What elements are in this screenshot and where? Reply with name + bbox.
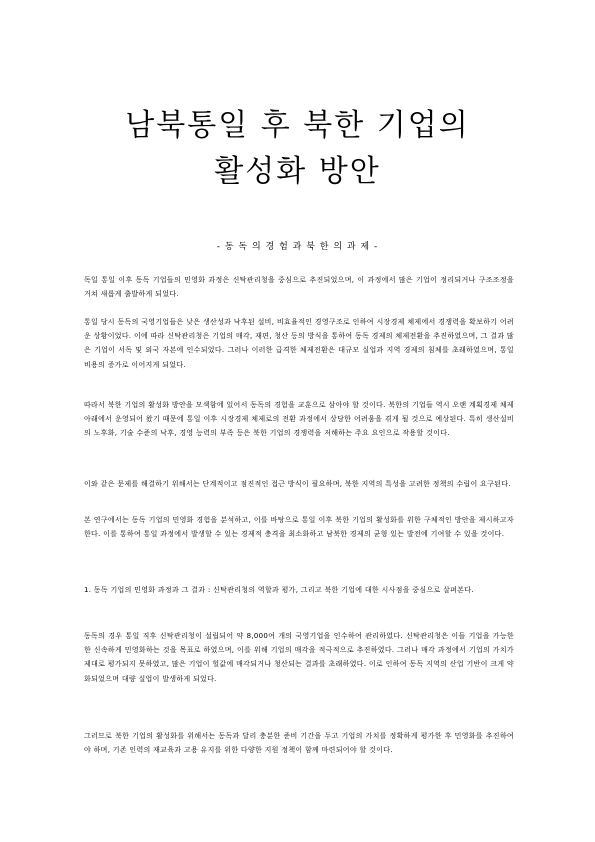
body-paragraph: 그러므로 북한 기업의 활성화를 위해서는 동독과 달리 충분한 준비 기간을 두고 기업의 가치를 정확하게 평가한 후 민영화를 추진하여야 하며, 기존 인력의 재교육과 고용 유지를 위한 다양한 지원 정책이 함께 마련되어야 할 것이다. — [84, 732, 514, 755]
body-paragraph: 따라서 북한 기업의 활성화 방안을 모색함에 있어서 동독의 경험을 교훈으로 삼아야 할 것이다. 북한의 기업들 역시 오랜 계획경제 체제 아래에서 운영되어 왔기 때문에 통일 이후 시장경제 체제로의 전환 과정에서 상당한 어려움을 겪게 될 것으로 예상된다. 특히 생산설비의 노후화, 기술 수준의 낙후, 경영 능력의 부족 등은 북한 기업의 경쟁력을 저해하는 주요 요인으로 작용할 것이다. — [84, 401, 514, 438]
section-heading-paragraph: 1. 동독 기업의 민영화 과정과 그 결과 : 신탁관리청의 역할과 평가, 그리고 북한 기업에 대한 시사점을 중심으로 살펴본다. — [84, 586, 474, 594]
document-subtitle: - 동 독 의 경 험 과 북 한 의 과 제 - — [216, 242, 379, 252]
body-paragraph: 독일 통일 이후 동독 기업들의 민영화 과정은 신탁관리청을 중심으로 추진되었으며, 이 과정에서 많은 기업이 정리되거나 구조조정을 거쳐 새롭게 출발하게 되었다. — [84, 276, 514, 299]
body-paragraph: 동독의 경우 통일 직후 신탁관리청이 설립되어 약 8,000여 개의 국영기업을 인수하여 관리하였다. 신탁관리청은 이들 기업을 가능한 한 신속하게 민영화하는 것을 목표로 하였으며, 이를 위해 기업의 매각을 적극적으로 추진하였다. 그러나 매각 과정에서 기업의 가치가 제대로 평가되지 못하였고, 많은 기업이 헐값에 매각되거나 청산되는 결과를 초래하였다. 이로 인하여 동독 지역의 산업 기반이 크게 약화되었으며 대량 실업이 발생하게 되었다. — [84, 632, 514, 683]
body-paragraph: 본 연구에서는 동독 기업의 민영화 경험을 분석하고, 이를 바탕으로 통일 이후 북한 기업의 활성화를 위한 구체적인 방안을 제시하고자 한다. 이를 통하여 통일 과정에서 발생할 수 있는 경제적 충격을 최소화하고 남북한 경제의 균형 있는 발전에 기여할 수 있을 것이다. — [84, 516, 514, 539]
body-paragraph: 이와 같은 문제를 해결하기 위해서는 단계적이고 점진적인 접근 방식이 필요하며, 북한 지역의 특성을 고려한 정책의 수립이 요구된다. — [84, 480, 511, 488]
document-title-line-1: 남북통일 후 북한 기업의 — [125, 108, 470, 143]
body-paragraph: 통일 당시 동독의 국영기업들은 낮은 생산성과 낙후된 설비, 비효율적인 경영구조로 인하여 시장경제 체제에서 경쟁력을 확보하기 어려운 상황이었다. 이에 따라 신탁관리청은 기업의 매각, 재편, 청산 등의 방식을 통하여 동독 경제의 체제전환을 추진하였으며, 그 결과 많은 기업이 서독 및 외국 자본에 인수되었다. 그러나 이러한 급격한 체제전환은 대규모 실업과 지역 경제의 침체를 초래하였으며, 통일 비용의 증가로 이어지게 되었다. — [84, 318, 514, 369]
document-title-line-2: 활성화 방안 — [214, 154, 381, 189]
